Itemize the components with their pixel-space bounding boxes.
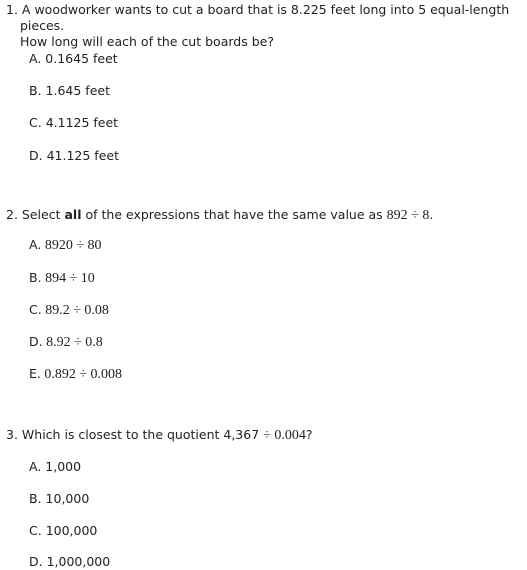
option-value: 8.92 ÷ 0.8 bbox=[46, 335, 103, 350]
option-letter: A. bbox=[29, 237, 42, 252]
question-number: 3. bbox=[6, 427, 18, 442]
option-value: 89.2 ÷ 0.08 bbox=[45, 303, 109, 318]
question-2-expression: 892 ÷ 8 bbox=[386, 208, 430, 223]
option-value: 0.892 ÷ 0.008 bbox=[44, 367, 123, 382]
question-3-option-a[interactable] bbox=[29, 459, 81, 475]
option-letter: D. bbox=[29, 334, 43, 349]
option-value: 41.125 feet bbox=[46, 148, 119, 163]
question-number: 1. bbox=[6, 2, 18, 17]
question-3-option-c[interactable] bbox=[29, 523, 97, 539]
option-value: 8920 ÷ 80 bbox=[44, 238, 102, 253]
question-2-option-a[interactable] bbox=[29, 237, 102, 254]
question-2-option-b[interactable] bbox=[29, 270, 95, 287]
question-1-line1: A woodworker wants to cut a board that is 8.225 feet long into 5 equal-length pieces. bbox=[20, 2, 510, 33]
question-3-end: ? bbox=[305, 427, 313, 442]
question-1-text bbox=[6, 2, 523, 50]
question-1 bbox=[6, 2, 523, 50]
question-2 bbox=[6, 207, 523, 224]
question-2-option-d[interactable] bbox=[29, 334, 103, 351]
option-letter: D. bbox=[29, 148, 43, 163]
question-3-expression: ÷ 0.004 bbox=[263, 428, 306, 443]
question-1-option-a[interactable] bbox=[29, 51, 118, 67]
question-2-end: . bbox=[429, 207, 434, 222]
question-2-emphasis: all bbox=[64, 207, 82, 222]
option-letter: A. bbox=[29, 459, 42, 474]
option-value: 1.645 feet bbox=[45, 83, 110, 98]
option-value: 894 ÷ 10 bbox=[45, 271, 95, 286]
option-value: 100,000 bbox=[45, 523, 98, 538]
option-value: 1,000 bbox=[45, 459, 82, 474]
question-1-option-d[interactable] bbox=[29, 148, 119, 164]
option-letter: D. bbox=[29, 554, 43, 569]
option-value: 4.1125 feet bbox=[45, 115, 119, 130]
question-1-option-c[interactable] bbox=[29, 115, 118, 131]
option-letter: A. bbox=[29, 51, 42, 66]
question-2-option-e[interactable] bbox=[29, 366, 122, 383]
option-value: 0.1645 feet bbox=[45, 51, 118, 66]
option-letter: E. bbox=[29, 366, 41, 381]
option-letter: C. bbox=[29, 523, 42, 538]
question-3-option-d[interactable] bbox=[29, 554, 110, 570]
question-3-text bbox=[6, 427, 523, 444]
option-letter: B. bbox=[29, 83, 42, 98]
question-2-mid: of the expressions that have the same value as bbox=[85, 207, 383, 222]
option-letter: C. bbox=[29, 115, 42, 130]
question-3-option-b[interactable] bbox=[29, 491, 89, 507]
question-number: 2. bbox=[6, 207, 18, 222]
question-2-text bbox=[6, 207, 523, 224]
option-letter: B. bbox=[29, 270, 42, 285]
question-2-option-c[interactable] bbox=[29, 302, 109, 319]
question-3 bbox=[6, 427, 523, 444]
option-letter: C. bbox=[29, 302, 42, 317]
option-letter: B. bbox=[29, 491, 42, 506]
question-3-pre: Which is closest to the quotient 4,367 bbox=[21, 427, 260, 442]
question-1-option-b[interactable] bbox=[29, 83, 110, 99]
option-value: 10,000 bbox=[45, 491, 90, 506]
option-value: 1,000,000 bbox=[46, 554, 111, 569]
question-1-line2: How long will each of the cut boards be? bbox=[20, 34, 274, 49]
question-2-pre: Select bbox=[21, 207, 61, 222]
